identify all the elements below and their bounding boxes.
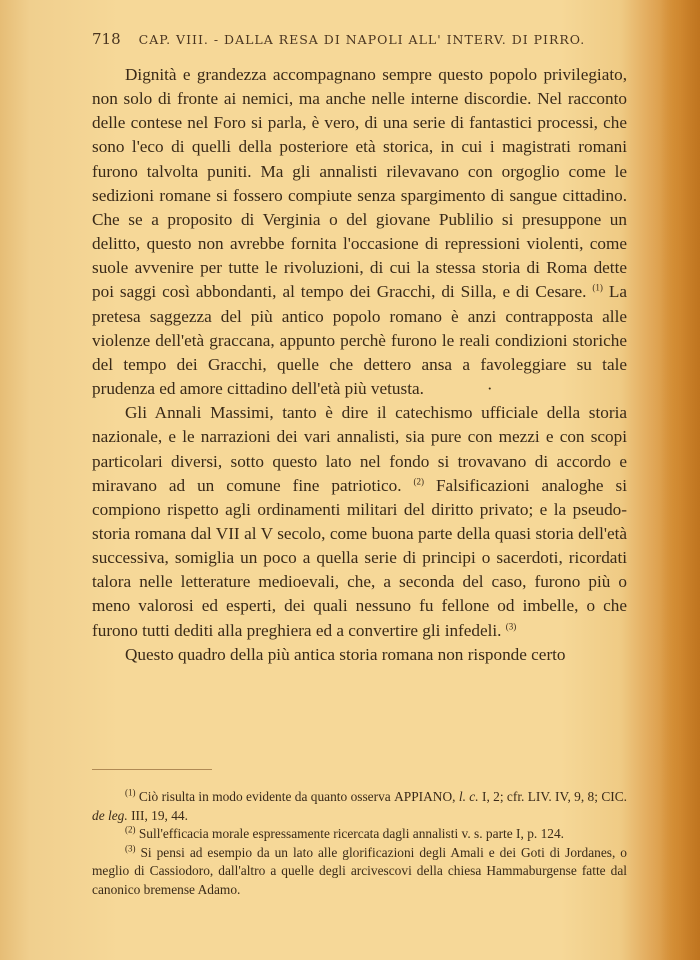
footnote-3-text: Si pensi ad esempio da un lato alle glorificazioni degli Amali e dei Goti di Jordanes, o meglio di Cassiodoro, dall'altro a quelle degli arcivescovi della chiesa Hammaburgense fatte dal canonico bremense Adamo. bbox=[92, 844, 627, 897]
paragraph-2 bbox=[92, 401, 627, 643]
footnote-2-text: Sull'efficacia morale espressamente ricercata dagli annalisti v. s. parte I, p. 124. bbox=[138, 826, 565, 842]
paragraph-2-text-cont: Falsificazioni analoghe si compiono rispetto agli ordinamenti militari del diritto privato; e la pseudo-storia romana dal VII al V secolo, come buona parte della quasi storia dell'età successiva, somiglia un poco a quella serie di principi o sacerdoti, ricordati talora nelle letterature medioevali, che, a seconda del caso, furono più o meno valorosi ed esperti, dei quali nessuno fu fellone od imbelle, o che furono tutti dediti alla preghiera ed a convertire gli infedeli. bbox=[92, 475, 627, 640]
footnote-1-mark: (1) bbox=[125, 787, 136, 798]
footnote-1-text: Ciò risulta in modo evidente da quanto osserva bbox=[138, 789, 391, 804]
page-gutter-shadow bbox=[660, 0, 700, 960]
footnote-separator bbox=[92, 769, 212, 770]
running-header bbox=[92, 30, 632, 48]
footnote-ref-3: (3) bbox=[505, 620, 517, 631]
footnote-2-mark: (2) bbox=[125, 824, 136, 835]
footnote-ref-2: (2) bbox=[413, 475, 424, 486]
running-title: CAP. VIII. - DALLA RESA DI NAPOLI ALL' INTERV. DI PIRRO. bbox=[138, 32, 586, 47]
footnote-1-italic-b: de leg. bbox=[92, 807, 128, 823]
footnote-3 bbox=[92, 844, 627, 900]
main-text bbox=[92, 63, 627, 667]
paragraph-1-text: Dignità e grandezza accompagnano sempre questo popolo privilegiato, non solo di fronte ai nemici, ma anche nelle interne discordie. Nel racconto delle contese nel Foro si parla, è vero, di una serie di fantastici processi, che sono l'eco di quelli della posteriore età storica, in cui i magistrati romani furono talvolta puniti. Ma gli annalisti rilevavano con orgoglio come le sedizioni romane si fossero compiute senza spargimento di sangue cittadino. Che se a proposito di Verginia o del giovane Publilio si presuppone un delitto, questo non avrebbe fornita l'occasione di repressioni violenti, come suole avvenire per tutte le rivoluzioni, di cui la stessa storia di Roma dette poi saggi così abbondanti, al tempo dei Gracchi, di Silla, e di Cesare. bbox=[92, 65, 627, 302]
paragraph-3-text: Questo quadro della più antica storia romana non risponde certo bbox=[125, 644, 566, 664]
page-number: 718 bbox=[92, 30, 121, 48]
footnote-1-author: APPIANO, bbox=[394, 789, 456, 804]
paragraph-3 bbox=[92, 643, 627, 667]
paragraph-2-text: Gli Annali Massimi, tanto è dire il catechismo ufficiale della storia nazionale, e le narrazioni dei vari annalisti, sia pure con mezzi e con scopi particolari diversi, sotto questo lato nel fondo si trovavano di accordo e miravano ad un comune fine patriotico. bbox=[92, 403, 627, 495]
footnote-1-text-b: I, 2; cfr. LIV. IV, 9, 8; CIC. bbox=[481, 789, 628, 804]
footnote-ref-1: (1) bbox=[592, 282, 603, 293]
footnote-3-mark: (3) bbox=[125, 843, 136, 854]
paragraph-1 bbox=[92, 63, 627, 401]
footnote-2 bbox=[92, 825, 627, 844]
footnotes bbox=[92, 788, 627, 900]
stray-mark: · bbox=[486, 379, 493, 399]
footnote-1-text-c: III, 19, 44. bbox=[131, 807, 188, 823]
paragraph-1-text-cont: La pretesa saggezza del più antico popolo romano è anzi contrapposta alle violenze dell'età graccana, appunto perchè furono le reali condizioni storiche del tempo dei Gracchi, quelle che dettero ansa a favoleggiare su tale prudenza ed amore cittadino dell'età più vetusta. bbox=[92, 282, 628, 399]
footnote-1 bbox=[92, 788, 627, 825]
footnote-1-italic-a: l. c. bbox=[458, 789, 479, 804]
